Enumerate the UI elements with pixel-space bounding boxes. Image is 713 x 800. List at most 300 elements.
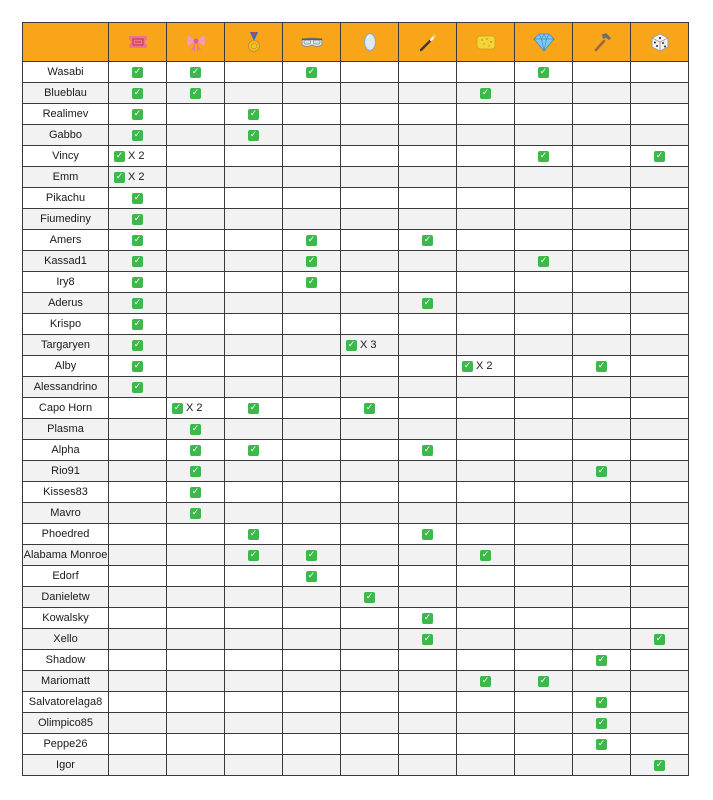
- mark-cell: [341, 587, 399, 608]
- mark-cell: [283, 167, 341, 188]
- mark-cell: [109, 83, 167, 104]
- mark-cell: [167, 629, 225, 650]
- mark-cell: [573, 167, 631, 188]
- mark-cell: [631, 209, 689, 230]
- mark-cell: [225, 755, 283, 776]
- table-row: [23, 167, 689, 188]
- mark-cell: [515, 629, 573, 650]
- mark-cell: [283, 377, 341, 398]
- mark-cell: [341, 671, 399, 692]
- table-row: [23, 629, 689, 650]
- mark-cell: [341, 146, 399, 167]
- mark-cell: [515, 188, 573, 209]
- player-name: Kowalsky: [23, 608, 109, 629]
- mark-cell: [631, 83, 689, 104]
- mark-cell: [399, 335, 457, 356]
- checkmark-icon: ✓: [423, 234, 432, 245]
- table-row: [23, 587, 689, 608]
- mark-cell: [341, 62, 399, 83]
- mark-cell: [167, 167, 225, 188]
- table-row: [23, 62, 689, 83]
- mark-cell: [167, 671, 225, 692]
- checkmark-icon: ✓: [133, 255, 142, 266]
- mark-cell: [283, 251, 341, 272]
- mark-cell: [399, 461, 457, 482]
- mark-cell: [225, 314, 283, 335]
- mark-cell: [225, 503, 283, 524]
- checkmark-icon: ✓: [655, 759, 664, 770]
- mark-cell: [225, 293, 283, 314]
- table-row: [23, 545, 689, 566]
- mark-cell: [109, 209, 167, 230]
- mark-cell: [225, 104, 283, 125]
- mark-cell: [341, 335, 399, 356]
- mark-cell: [399, 83, 457, 104]
- player-name: Xello: [23, 629, 109, 650]
- mark-cell: [167, 755, 225, 776]
- mark-cell: [573, 398, 631, 419]
- mark-cell: [457, 146, 515, 167]
- mark-cell: [399, 188, 457, 209]
- mark-cell: [515, 167, 573, 188]
- checkmark-icon: ✓: [365, 402, 374, 413]
- mark-cell: [399, 629, 457, 650]
- checkmark-icon: ✓: [307, 66, 316, 77]
- mark-cell: [167, 461, 225, 482]
- mark-cell: [631, 125, 689, 146]
- mark-cell: [399, 482, 457, 503]
- table-row: [23, 188, 689, 209]
- mark-cell: [109, 125, 167, 146]
- column-header-medal: [225, 23, 283, 62]
- mark-cell: [515, 335, 573, 356]
- checkmark-icon: ✓: [365, 591, 374, 602]
- mark-cell: [573, 146, 631, 167]
- mark-cell: [515, 377, 573, 398]
- mark-cell: [399, 62, 457, 83]
- mark-cell: [457, 377, 515, 398]
- mark-cell: [167, 83, 225, 104]
- mark-cell: [515, 440, 573, 461]
- mark-cell: [457, 629, 515, 650]
- mark-cell: [109, 650, 167, 671]
- mark-cell: [631, 356, 689, 377]
- mark-cell: [573, 482, 631, 503]
- mark-cell: [167, 104, 225, 125]
- mark-cell: [109, 587, 167, 608]
- table-row: [23, 251, 689, 272]
- mark-cell: [457, 650, 515, 671]
- table-row: [23, 671, 689, 692]
- mark-cell: [515, 146, 573, 167]
- mark-cell: [631, 692, 689, 713]
- mark-cell: [515, 314, 573, 335]
- mark-cell: [457, 419, 515, 440]
- checkmark-icon: ✓: [133, 297, 142, 308]
- mark-cell: [341, 104, 399, 125]
- header-row: [23, 23, 689, 62]
- mark-cell: [341, 125, 399, 146]
- table-row: [23, 524, 689, 545]
- mark-cell: [573, 272, 631, 293]
- ribbon-icon: [185, 31, 207, 53]
- mark-cell: [631, 461, 689, 482]
- mark-cell: [167, 734, 225, 755]
- table-row: [23, 125, 689, 146]
- player-name: Iry8: [23, 272, 109, 293]
- mark-cell: [399, 230, 457, 251]
- table-row: [23, 566, 689, 587]
- player-name: Alabama Monroe: [23, 545, 109, 566]
- mark-cell: [167, 398, 225, 419]
- mark-cell: [341, 734, 399, 755]
- mark-cell: [341, 713, 399, 734]
- mark-cell: [631, 188, 689, 209]
- checkmark-icon: ✓: [597, 717, 606, 728]
- mark-cell: [573, 713, 631, 734]
- mark-cell: [283, 230, 341, 251]
- player-name: Igor: [23, 755, 109, 776]
- mark-cell: [167, 62, 225, 83]
- checkmark-icon: ✓: [133, 234, 142, 245]
- mark-cell: [167, 125, 225, 146]
- mark-cell: [573, 629, 631, 650]
- column-header-goggles: [283, 23, 341, 62]
- checkmark-icon: ✓: [133, 381, 142, 392]
- mark-cell: [399, 608, 457, 629]
- mark-cell: [399, 650, 457, 671]
- checkmark-icon: ✓: [133, 339, 142, 350]
- mark-cell: [573, 377, 631, 398]
- mark-cell: [631, 230, 689, 251]
- mark-cell: [341, 230, 399, 251]
- mark-cell: [457, 104, 515, 125]
- multiplier-label: X 2: [128, 171, 145, 184]
- mark-cell: [457, 566, 515, 587]
- mark-cell: [341, 503, 399, 524]
- mark-cell: [399, 398, 457, 419]
- mark-cell: [109, 608, 167, 629]
- checkmark-icon: ✓: [423, 444, 432, 455]
- table-body: [23, 62, 689, 776]
- mark-cell: [109, 545, 167, 566]
- mark-cell: [573, 545, 631, 566]
- mark-cell: [341, 608, 399, 629]
- player-name: Mariomatt: [23, 671, 109, 692]
- mark-cell: [515, 356, 573, 377]
- player-name: Realimev: [23, 104, 109, 125]
- mark-cell: [225, 188, 283, 209]
- mark-cell: [225, 251, 283, 272]
- checkmark-icon: ✓: [133, 108, 142, 119]
- checkmark-icon: ✓: [481, 87, 490, 98]
- mark-cell: [283, 125, 341, 146]
- checkmark-icon: ✓: [597, 465, 606, 476]
- player-name: Vincy: [23, 146, 109, 167]
- mark-cell: [631, 713, 689, 734]
- mark-cell: [515, 83, 573, 104]
- mark-cell: [225, 692, 283, 713]
- mark-cell: [631, 524, 689, 545]
- mark-cell: [109, 482, 167, 503]
- table-row: [23, 419, 689, 440]
- mark-cell: [399, 272, 457, 293]
- mark-cell: [573, 104, 631, 125]
- mark-cell: [399, 503, 457, 524]
- mark-cell: [457, 167, 515, 188]
- mark-cell: [283, 146, 341, 167]
- mark-cell: [283, 293, 341, 314]
- mark-cell: [399, 314, 457, 335]
- player-name: Krispo: [23, 314, 109, 335]
- mark-cell: [109, 671, 167, 692]
- mark-cell: [515, 461, 573, 482]
- mark-cell: [573, 335, 631, 356]
- mark-cell: [457, 62, 515, 83]
- mark-cell: [573, 251, 631, 272]
- mark-cell: [573, 419, 631, 440]
- checkmark-icon: ✓: [655, 633, 664, 644]
- mark-cell: [631, 482, 689, 503]
- mark-cell: [167, 566, 225, 587]
- mark-cell: [515, 230, 573, 251]
- mark-cell: [573, 62, 631, 83]
- table-row: [23, 356, 689, 377]
- mark-cell: [167, 524, 225, 545]
- mark-cell: [573, 503, 631, 524]
- hammer-icon: [591, 31, 613, 53]
- mark-cell: [457, 692, 515, 713]
- mark-cell: [631, 335, 689, 356]
- mark-cell: [341, 524, 399, 545]
- checkmark-icon: ✓: [597, 360, 606, 371]
- mark-cell: [283, 692, 341, 713]
- column-header-magic-wand: [399, 23, 457, 62]
- mark-cell: [457, 293, 515, 314]
- checkmark-icon: ✓: [481, 549, 490, 560]
- mark-cell: [515, 104, 573, 125]
- column-header-mirror: [341, 23, 399, 62]
- mark-cell: [515, 503, 573, 524]
- player-name: Kisses83: [23, 482, 109, 503]
- goggles-icon: [301, 31, 323, 53]
- mark-cell: [399, 755, 457, 776]
- player-name: Alessandrino: [23, 377, 109, 398]
- checkmark-icon: ✓: [191, 507, 200, 518]
- mark-cell: [457, 755, 515, 776]
- mark-cell: [573, 608, 631, 629]
- mark-cell: [283, 335, 341, 356]
- player-name: Kassad1: [23, 251, 109, 272]
- mark-cell: [283, 713, 341, 734]
- mark-cell: [109, 293, 167, 314]
- mark-cell: [167, 713, 225, 734]
- checkmark-icon: ✓: [539, 675, 548, 686]
- mark-cell: [341, 209, 399, 230]
- table-row: [23, 608, 689, 629]
- checkmark-icon: ✓: [191, 87, 200, 98]
- column-header-die: [631, 23, 689, 62]
- mark-cell: [341, 377, 399, 398]
- checkmark-icon: ✓: [249, 129, 258, 140]
- mark-cell: [515, 671, 573, 692]
- mark-cell: [283, 209, 341, 230]
- mark-cell: [631, 503, 689, 524]
- checkmark-icon: ✓: [597, 654, 606, 665]
- mark-cell: [515, 524, 573, 545]
- mark-cell: [341, 566, 399, 587]
- table-row: [23, 377, 689, 398]
- mark-cell: [341, 482, 399, 503]
- column-header-hammer: [573, 23, 631, 62]
- mark-cell: [225, 272, 283, 293]
- mark-cell: [515, 545, 573, 566]
- mark-cell: [283, 671, 341, 692]
- mark-cell: [283, 608, 341, 629]
- sponge-icon: [475, 31, 497, 53]
- table-row: [23, 272, 689, 293]
- mark-cell: [399, 125, 457, 146]
- mark-cell: [283, 398, 341, 419]
- mark-cell: [573, 566, 631, 587]
- checkmark-icon: ✓: [191, 423, 200, 434]
- mark-cell: [283, 650, 341, 671]
- mark-cell: [457, 524, 515, 545]
- mark-cell: [341, 167, 399, 188]
- mark-cell: [573, 755, 631, 776]
- mark-cell: [109, 167, 167, 188]
- mark-cell: [225, 734, 283, 755]
- mark-cell: [573, 83, 631, 104]
- player-name: Rio91: [23, 461, 109, 482]
- mark-cell: [283, 755, 341, 776]
- mark-cell: [573, 692, 631, 713]
- mark-cell: [283, 440, 341, 461]
- mark-cell: [283, 272, 341, 293]
- mark-cell: [457, 713, 515, 734]
- mark-cell: [167, 482, 225, 503]
- mark-cell: [631, 629, 689, 650]
- mark-cell: [341, 755, 399, 776]
- player-name: Salvatorelaga8: [23, 692, 109, 713]
- table-row: [23, 335, 689, 356]
- mark-cell: [225, 587, 283, 608]
- mark-cell: [341, 398, 399, 419]
- mark-cell: [225, 209, 283, 230]
- mark-cell: [399, 356, 457, 377]
- mark-cell: [109, 692, 167, 713]
- mark-cell: [457, 398, 515, 419]
- mark-cell: [109, 440, 167, 461]
- mark-cell: [515, 587, 573, 608]
- mark-cell: [457, 188, 515, 209]
- mark-cell: [341, 545, 399, 566]
- mark-cell: [631, 146, 689, 167]
- mark-cell: [225, 167, 283, 188]
- mark-cell: [225, 650, 283, 671]
- table-row: [23, 104, 689, 125]
- mark-cell: [109, 314, 167, 335]
- mark-cell: [167, 650, 225, 671]
- player-name: Edorf: [23, 566, 109, 587]
- mark-cell: [167, 230, 225, 251]
- mark-cell: [457, 734, 515, 755]
- mark-cell: [341, 356, 399, 377]
- mark-cell: [167, 377, 225, 398]
- mark-cell: [167, 503, 225, 524]
- player-name: Danieletw: [23, 587, 109, 608]
- mark-cell: [225, 545, 283, 566]
- player-name: Phoedred: [23, 524, 109, 545]
- die-icon: [649, 31, 671, 53]
- mark-cell: [399, 167, 457, 188]
- mark-cell: [167, 251, 225, 272]
- table-row: [23, 692, 689, 713]
- mark-cell: [573, 125, 631, 146]
- mark-cell: [399, 713, 457, 734]
- mark-cell: [167, 419, 225, 440]
- mark-cell: [283, 482, 341, 503]
- mark-cell: [457, 230, 515, 251]
- mark-cell: [167, 293, 225, 314]
- checkmark-icon: ✓: [655, 150, 664, 161]
- tracking-table: [22, 22, 689, 776]
- mark-cell: [399, 545, 457, 566]
- mark-cell: [515, 734, 573, 755]
- checkmark-icon: ✓: [539, 150, 548, 161]
- mark-cell: [631, 272, 689, 293]
- player-name: Plasma: [23, 419, 109, 440]
- mark-cell: [631, 377, 689, 398]
- checkmark-icon: ✓: [463, 360, 472, 371]
- mark-cell: [515, 398, 573, 419]
- table-row: [23, 440, 689, 461]
- checkmark-icon: ✓: [307, 570, 316, 581]
- table-row: [23, 209, 689, 230]
- column-header-ribbon: [167, 23, 225, 62]
- mark-cell: [225, 608, 283, 629]
- player-name: Aderus: [23, 293, 109, 314]
- checkmark-icon: ✓: [481, 675, 490, 686]
- mark-cell: [283, 62, 341, 83]
- mark-cell: [283, 419, 341, 440]
- mark-cell: [341, 440, 399, 461]
- checkmark-icon: ✓: [307, 234, 316, 245]
- mark-cell: [283, 356, 341, 377]
- table-row: [23, 146, 689, 167]
- mark-cell: [167, 356, 225, 377]
- mark-cell: [341, 692, 399, 713]
- checkmark-icon: ✓: [347, 339, 356, 350]
- mark-cell: [225, 461, 283, 482]
- multiplier-label: X 2: [128, 150, 145, 163]
- mark-cell: [283, 188, 341, 209]
- mark-cell: [225, 440, 283, 461]
- mark-cell: [399, 440, 457, 461]
- checkmark-icon: ✓: [307, 276, 316, 287]
- table-header: [23, 23, 689, 62]
- mark-cell: [631, 251, 689, 272]
- checkmark-icon: ✓: [115, 150, 124, 161]
- mark-cell: [515, 692, 573, 713]
- mark-cell: [109, 272, 167, 293]
- mark-cell: [109, 398, 167, 419]
- mark-cell: [225, 335, 283, 356]
- mark-cell: [109, 566, 167, 587]
- magic-wand-icon: [417, 31, 439, 53]
- ticket-icon: [127, 31, 149, 53]
- checkmark-icon: ✓: [133, 318, 142, 329]
